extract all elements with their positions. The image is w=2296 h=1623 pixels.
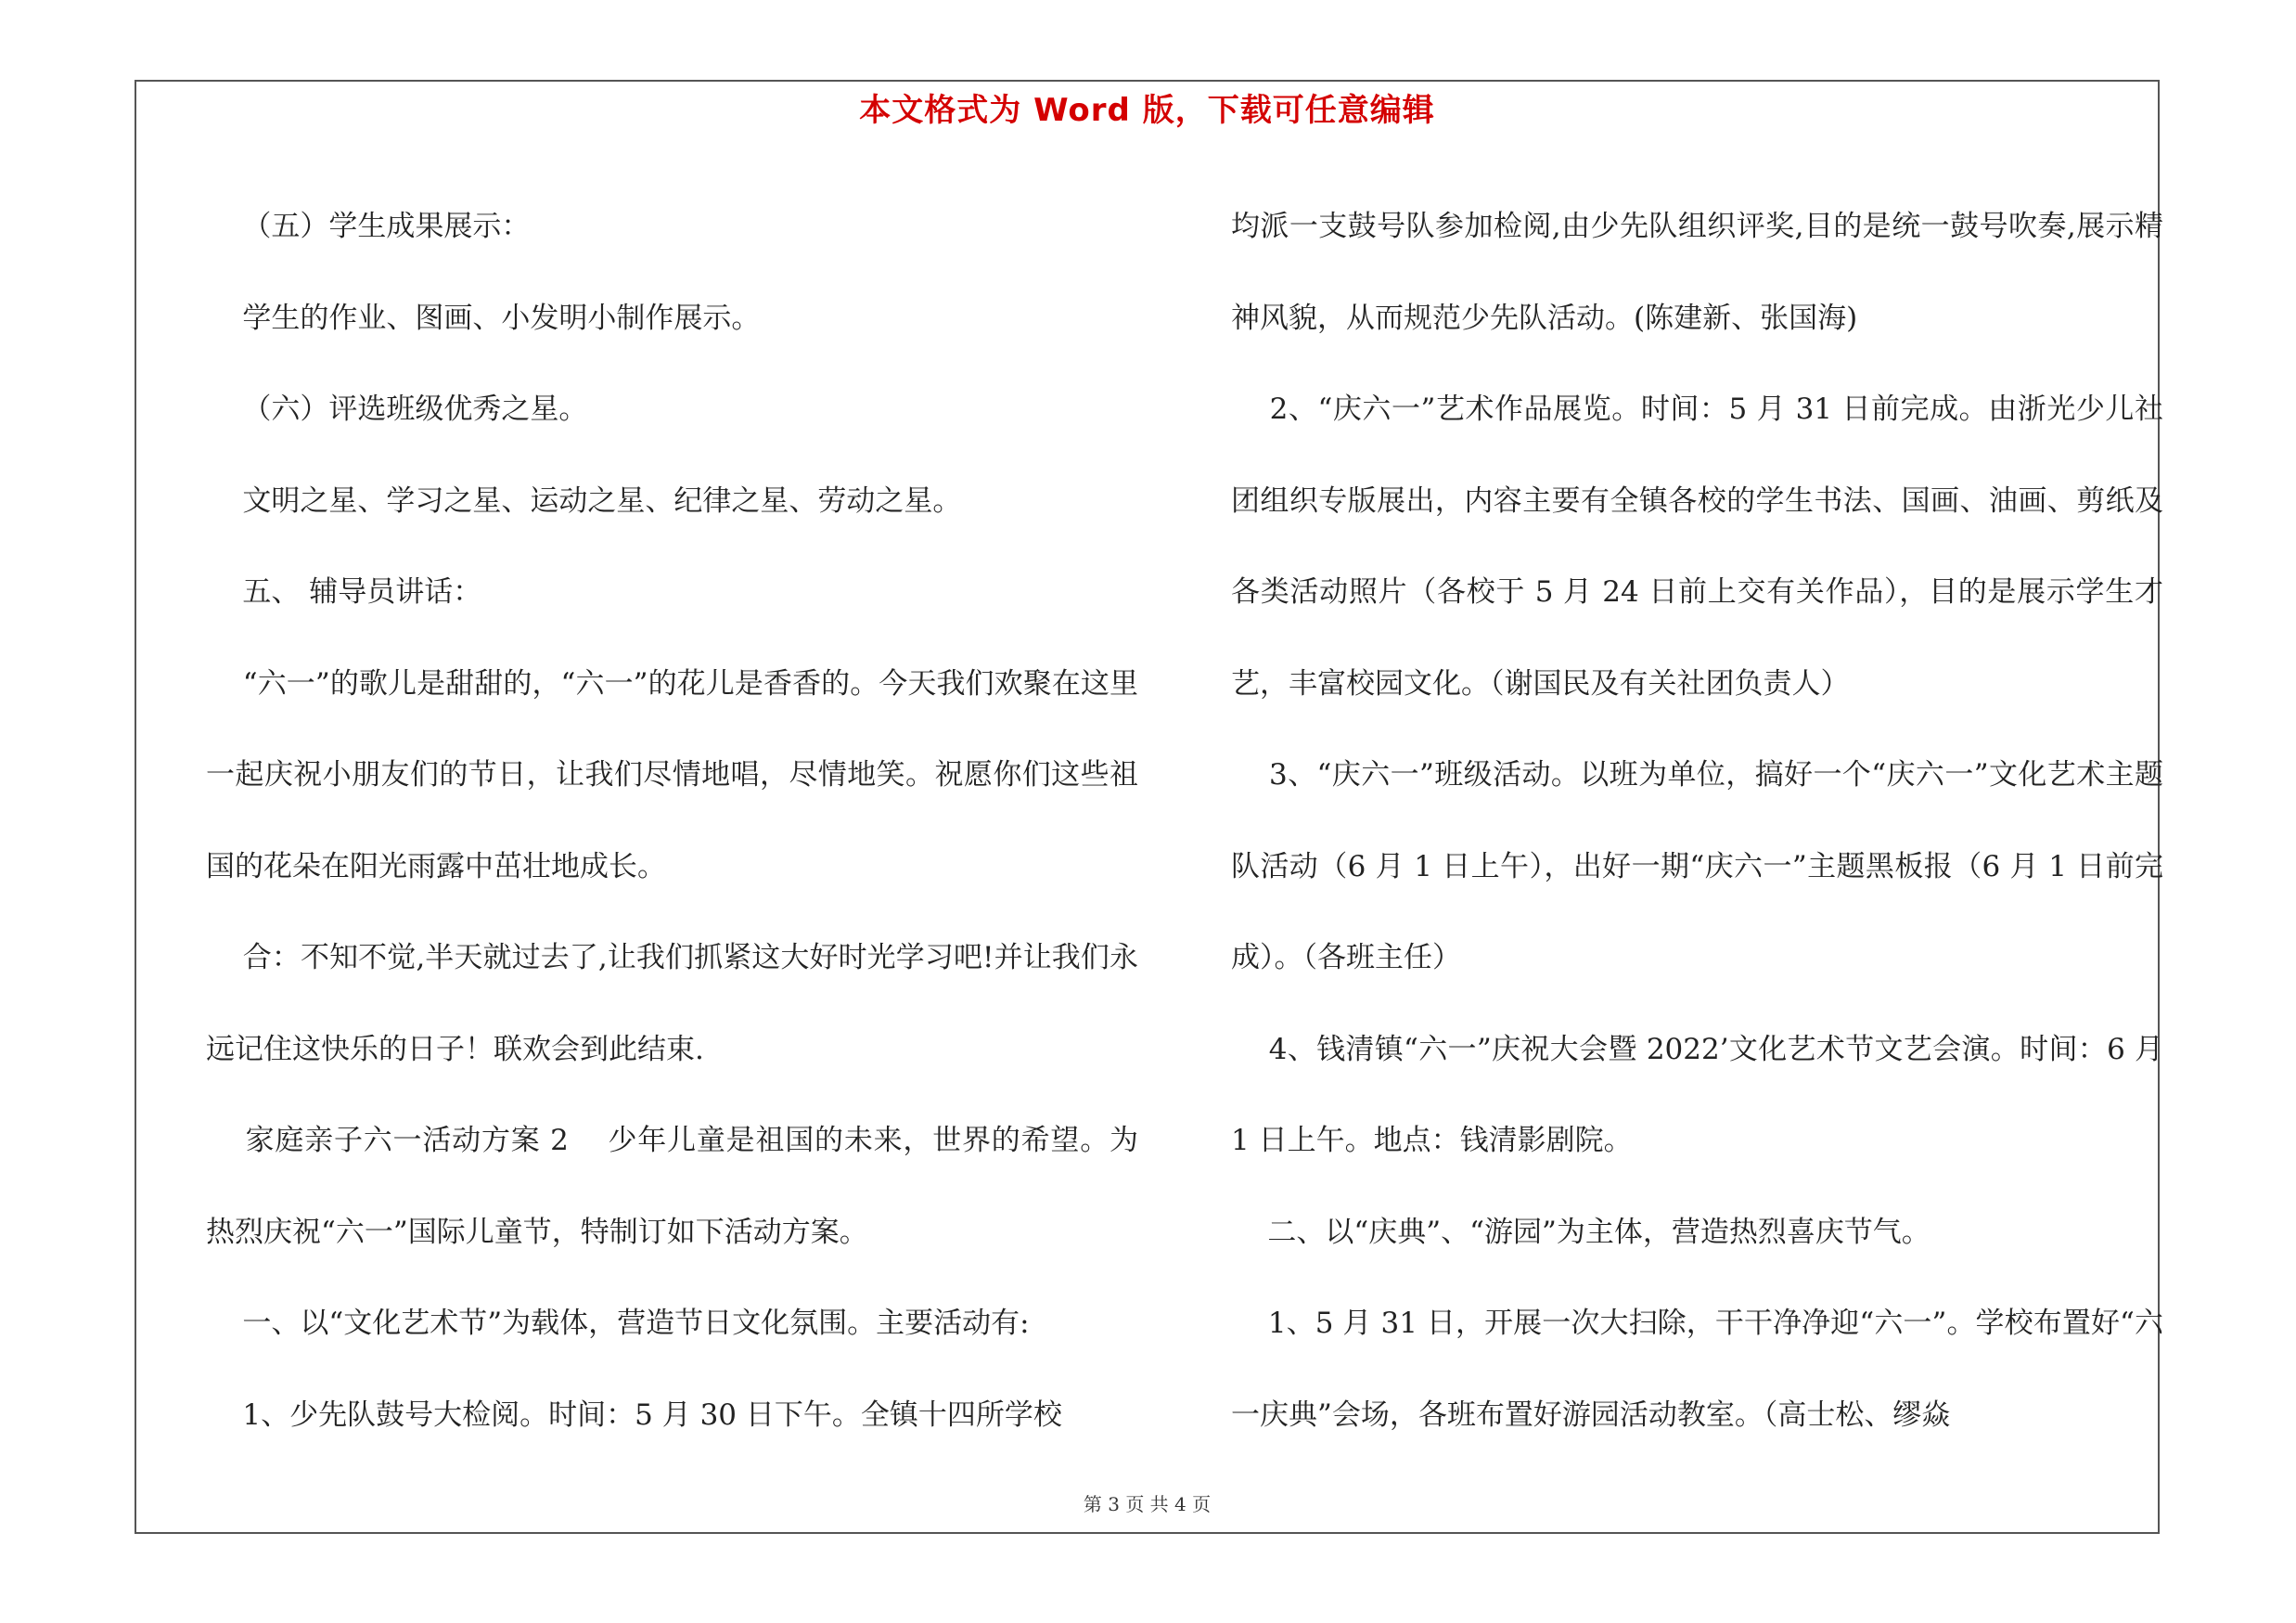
paragraph: 文明之星、学习之星、运动之星、纪律之星、劳动之星。	[206, 483, 962, 518]
paragraph: 二、以“庆典”、“游园”为主体，营造热烈喜庆节气。	[1231, 1215, 1930, 1249]
paragraph: （五）学生成果展示：	[206, 210, 531, 243]
paragraph: 五、 辅导员讲话：	[206, 575, 482, 609]
paragraph: 家庭亲子六一活动方案 2 少年儿童是祖国的未来，世界的希望。为热烈庆祝“六一”国际儿童节，特制订如下活动方案。	[206, 1124, 1138, 1249]
paragraph: 一、以“文化艺术节”为载体，营造节日文化氛围。主要活动有:	[206, 1307, 1030, 1340]
paragraph: 均派一支鼓号队参加检阅,由少先队组织评奖,目的是统一鼓号吹奏,展示精神风貌，从而规范少先队活动。(陈建新、张国海)	[1231, 210, 2163, 335]
paragraph: 合：不知不觉,半天就过去了,让我们抓紧这大好时光学习吧!并让我们永远记住这快乐的日子！联欢会到此结束.	[206, 941, 1138, 1066]
paragraph: 1、少先队鼓号大检阅。时间：5 月 30 日下午。全镇十四所学校	[206, 1398, 1062, 1432]
page-number: 第 3 页 共 4 页	[1083, 1493, 1212, 1515]
paragraph: 4、钱清镇“六一”庆祝大会暨 2022’文化艺术节文艺会演。时间：6 月 1 日上午。地点：钱清影剧院。	[1231, 1032, 2173, 1157]
right-column	[1231, 181, 2173, 1461]
paragraph: 3、“庆六一”班级活动。以班为单位，搞好一个“庆六一”文化艺术主题队活动（6 月 1 日上午），出好一期“庆六一”主题黑板报（6 月 1 日前完成）。（各班主任）	[1231, 758, 2163, 974]
format-banner: 本文格式为 Word 版，下载可任意编辑	[859, 92, 1435, 129]
paragraph: 2、“庆六一”艺术作品展览。时间：5 月 31 日前完成。由浙光少儿社团组织专版展出，内容主要有全镇各校的学生书法、国画、油画、剪纸及各类活动照片（各校于 5 月 24 日前上交有关作品），目的是展示学生才艺，丰富校园文化。（谢国民及有关社团负责人）	[1231, 393, 2163, 701]
left-column	[206, 181, 1138, 1461]
paragraph: （六）评选班级优秀之星。	[206, 393, 588, 426]
paragraph: “六一”的歌儿是甜甜的，“六一”的花儿是香香的。今天我们欢聚在这里一起庆祝小朋友们的节日，让我们尽情地唱，尽情地笑。祝愿你们这些祖国的花朵在阳光雨露中茁壮地成长。	[206, 666, 1139, 883]
paragraph: 学生的作业、图画、小发明小制作展示。	[206, 301, 761, 335]
paragraph: 1、5 月 31 日，开展一次大扫除，干干净净迎“六一”。学校布置好“六一庆典”会场，各班布置好游园活动教室。（高士松、缪焱	[1231, 1307, 2164, 1432]
